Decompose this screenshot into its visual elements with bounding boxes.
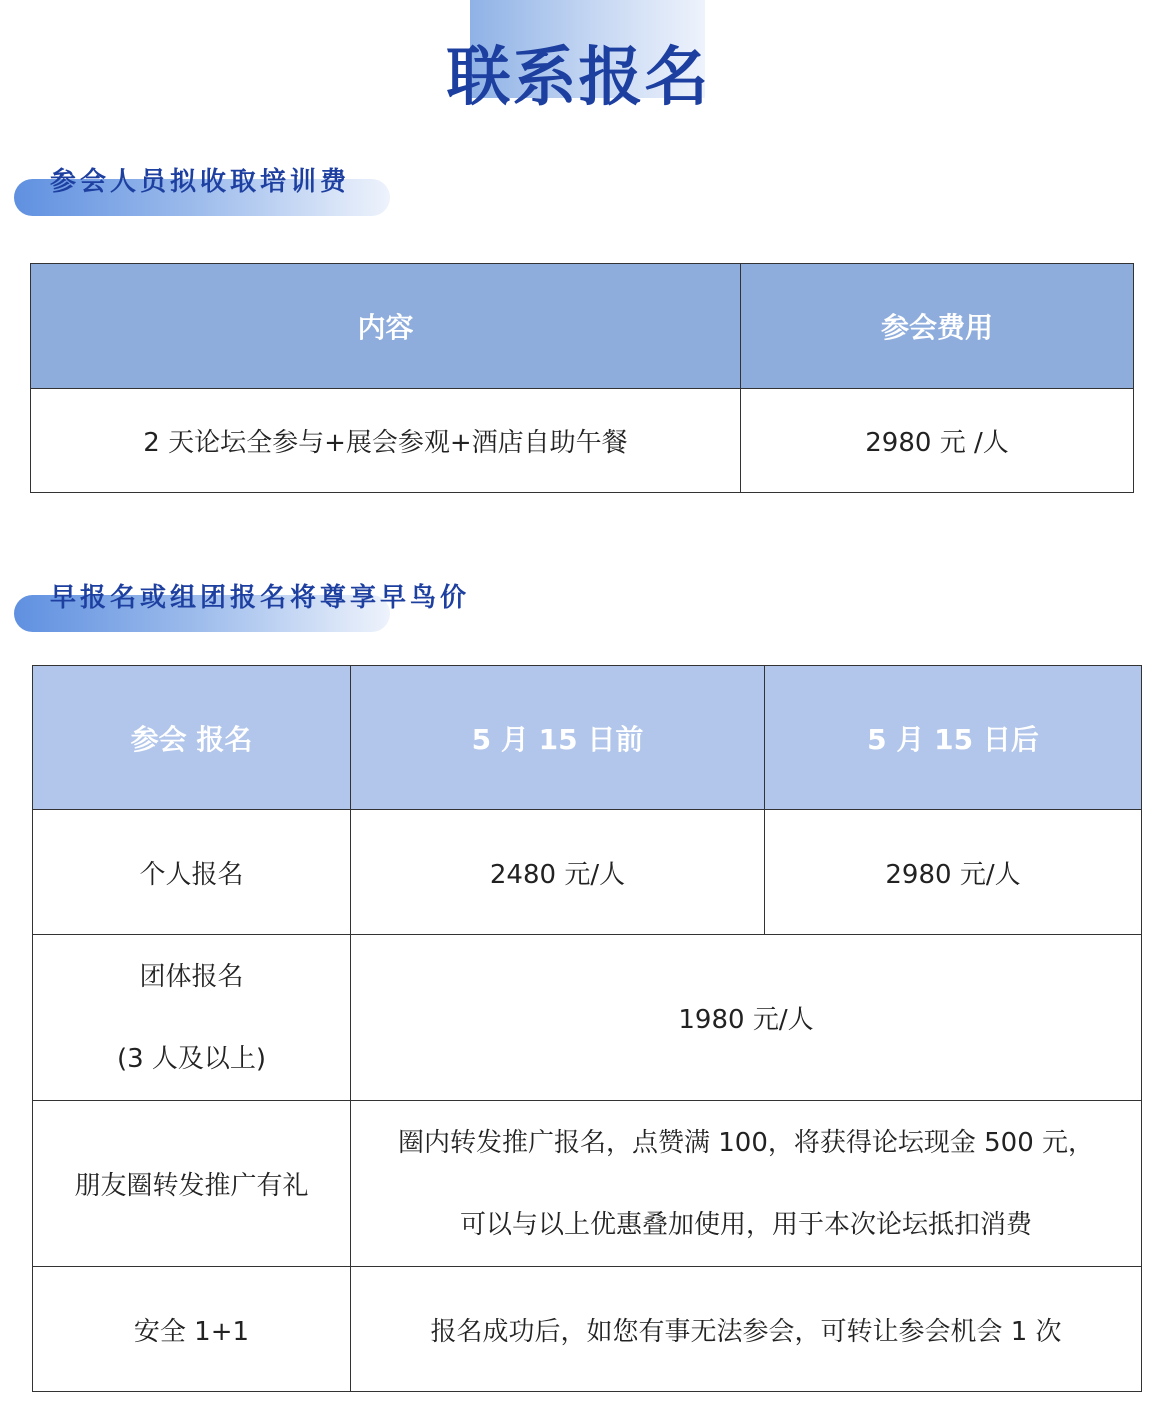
cell-fee: 2980 元 /人	[741, 389, 1134, 493]
header-registration: 参会 报名	[33, 666, 351, 810]
table-row	[33, 810, 1142, 935]
group-label-line2: (3 人及以上)	[116, 1043, 267, 1074]
safety-text: 报名成功后，如您有事无法参会，可转让参会机会 1 次	[351, 1267, 1142, 1392]
share-label: 朋友圈转发推广有礼	[33, 1101, 351, 1267]
header-fee: 参会费用	[741, 264, 1134, 389]
individual-before-price: 2480 元/人	[351, 810, 765, 935]
table-row	[33, 1267, 1142, 1392]
group-label	[33, 935, 351, 1101]
section1-title: 参会人员拟收取培训费	[50, 167, 351, 197]
individual-after-price: 2980 元/人	[765, 810, 1142, 935]
safety-label: 安全 1+1	[33, 1267, 351, 1392]
table-row	[33, 935, 1142, 1101]
share-text-line1: 圈内转发推广报名，点赞满 100，将获得论坛现金 500 元，	[397, 1127, 1095, 1158]
group-label-line1: 团体报名	[139, 961, 244, 992]
page-title: 联系报名	[446, 41, 711, 115]
early-bird-table	[32, 665, 1142, 1392]
early-bird-header	[33, 666, 1142, 810]
cell-content: 2 天论坛全参与+展会参观+酒店自助午餐	[31, 389, 741, 493]
header-after: 5 月 15 日后	[765, 666, 1142, 810]
fee-table	[30, 263, 1134, 493]
section2-title: 早报名或组团报名将尊享早鸟价	[50, 583, 471, 613]
group-price: 1980 元/人	[351, 935, 1142, 1101]
header-content: 内容	[31, 264, 741, 389]
share-text	[351, 1101, 1142, 1267]
share-text-line2: 可以与以上优惠叠加使用，用于本次论坛抵扣消费	[459, 1209, 1032, 1240]
fee-table-header	[31, 264, 1134, 389]
individual-label: 个人报名	[33, 810, 351, 935]
header-before: 5 月 15 日前	[351, 666, 765, 810]
table-row	[33, 1101, 1142, 1267]
table-row	[31, 389, 1134, 493]
